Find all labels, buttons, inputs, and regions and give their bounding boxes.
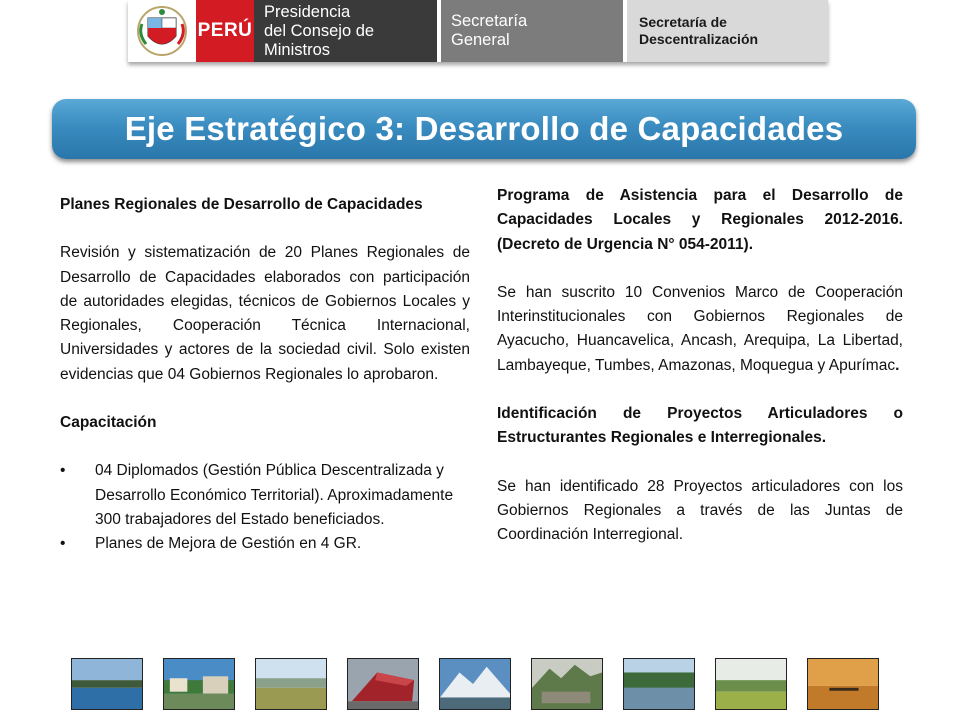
- sg-line1: Secretaría: [451, 12, 528, 30]
- convenios-period: .: [895, 356, 900, 374]
- capacitacion-list: [60, 459, 470, 556]
- coat-of-arms-icon: [136, 4, 188, 58]
- list-item: [60, 532, 470, 556]
- photo-lake: [71, 658, 143, 710]
- right-column: [497, 184, 903, 572]
- pcm-line2: del Consejo de Ministros: [264, 21, 375, 59]
- bullet-icon: •: [60, 462, 66, 480]
- photo-sunset-boat: [807, 658, 879, 710]
- photo-plaza: [163, 658, 235, 710]
- photo-snow-mountain: [439, 658, 511, 710]
- left-column: [60, 193, 470, 557]
- photo-ruins: [531, 658, 603, 710]
- right-heading: Programa de Asistencia para el Desarrollo de Capacidades Locales y Regionales 2012-2016. (Decreto de Urgencia N° 054-2011).: [497, 187, 903, 253]
- list-item-text: 04 Diplomados (Gestión Pública Descentralizada y Desarrollo Económico Territorial). Aproximadamente 300 trabajadores del Estado beneficiados.: [95, 462, 454, 528]
- peru-label: PERÚ: [196, 0, 254, 62]
- sd-line1: Secretaría de: [639, 14, 727, 30]
- photo-strip: [71, 658, 891, 710]
- proyectos-heading: Identificación de Proyectos Articuladores o Estructurantes Regionales e Interregionales.: [497, 405, 903, 447]
- photo-field: [255, 658, 327, 710]
- bullet-icon: •: [60, 535, 66, 553]
- photo-red-building: [347, 658, 419, 710]
- convenios-paragraph: [497, 281, 903, 378]
- pcm-label: [254, 0, 437, 62]
- header-banner: [128, 0, 828, 62]
- photo-valley: [715, 658, 787, 710]
- pcm-line1: Presidencia: [264, 2, 351, 21]
- left-paragraph: Revisión y sistematización de 20 Planes Regionales de Desarrollo de Capacidades elaborados con participación de autoridades elegidas, técnicos de Gobiernos Locales y Regionales, Cooperación Técnica Internacional, Universidades y actores de la sociedad civil. Solo existen evidencias que 04 Gobiernos Regionales lo aprobaron.: [60, 244, 470, 383]
- list-item-text: Planes de Mejora de Gestión en 4 GR.: [95, 535, 362, 553]
- convenios-text: Se han suscrito 10 Convenios Marco de Cooperación Interinstitucionales con Gobiernos Regionales de Ayacucho, Huancavelica, Ancash, Arequipa, La Libertad, Lambayeque, Tumbes, Amazonas, Moquegua y Apurímac: [497, 283, 903, 374]
- photo-river-forest: [623, 658, 695, 710]
- proyectos-paragraph: Se han identificado 28 Proyectos articuladores con los Gobiernos Regionales a través de las Juntas de Coordinación Interregional.: [497, 477, 903, 544]
- title-bar: [52, 99, 916, 159]
- list-item: [60, 459, 470, 532]
- page-title: Eje Estratégico 3: Desarrollo de Capacidades: [124, 110, 844, 147]
- capacitacion-heading: Capacitación: [60, 414, 157, 432]
- sd-line2: Descentralización: [639, 31, 759, 47]
- secretaria-general-label: [437, 0, 623, 62]
- peru-coat-of-arms-logo: [128, 0, 196, 62]
- left-heading: Planes Regionales de Desarrollo de Capacidades: [60, 196, 423, 213]
- sg-line2: General: [451, 31, 510, 49]
- secretaria-descentralizacion-label: [623, 0, 828, 62]
